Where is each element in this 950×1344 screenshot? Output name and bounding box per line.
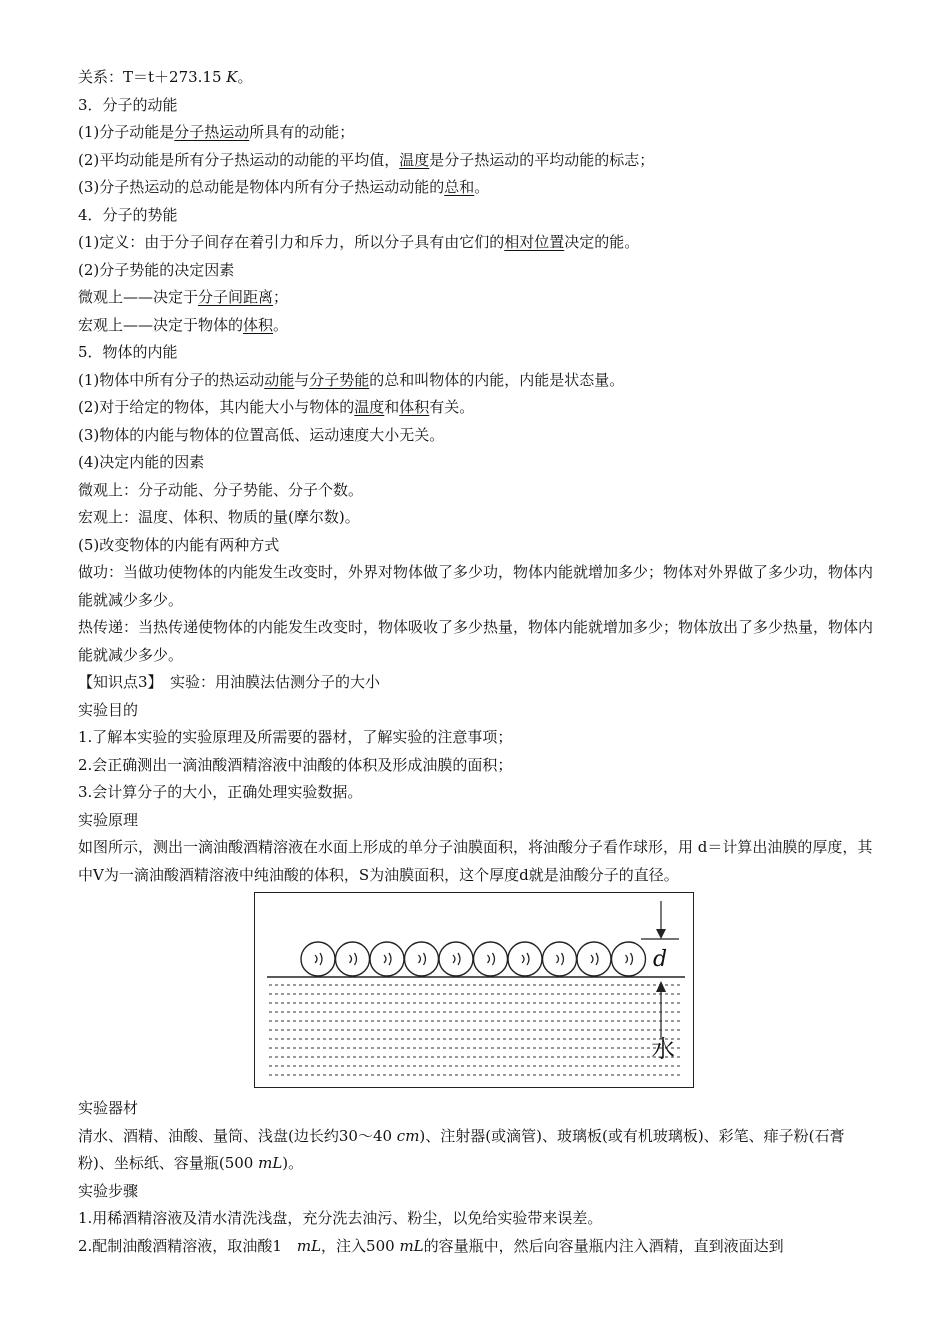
paragraph-principle: 如图所示，测出一滴油酸酒精溶液在水面上形成的单分子油膜面积，将油酸分子看作球形，用 d＝计算出油膜的厚度，其中V为一滴油酸酒精溶液中纯油酸的体积，S为油膜面积，这个厚度d就是油酸分子的直径。 <box>78 838 873 884</box>
subheading-principle: 实验原理 <box>78 810 139 829</box>
figure-container <box>78 889 878 1095</box>
paragraph: 微观上：分子动能、分子势能、分子个数。 <box>78 480 364 499</box>
paragraph-equipment: 清水、酒精、油酸、量筒、浅盘(边长约30～40 cm)、注射器(或滴管)、玻璃板(或有机玻璃板)、彩笔、痱子粉(石膏粉)、坐标纸、容量瓶(500 mL)。 <box>78 1126 845 1172</box>
paragraph: (1)物体中所有分子的热运动动能与分子势能的总和叫物体的内能，内能是状态量。 <box>78 370 625 389</box>
oil-film-diagram <box>254 892 694 1088</box>
oil-molecule <box>577 942 611 976</box>
subheading-goal: 实验目的 <box>78 700 139 719</box>
water-dashed-lines <box>269 985 683 1075</box>
oil-molecule <box>508 942 542 976</box>
list-item: 1.用稀酒精溶液及清水清洗浅盘，充分洗去油污、粉尘，以免给实验带来误差。 <box>78 1209 603 1227</box>
paragraph: (3)物体的内能与物体的位置高低、运动速度大小无关。 <box>78 425 445 444</box>
temperature-relation: 关系：T＝t＋273.15 K。 <box>78 68 253 86</box>
label-d: d <box>653 947 668 972</box>
knowledge-point-heading: 【知识点3】 实验：用油膜法估测分子的大小 <box>78 673 381 691</box>
subheading-steps: 实验步骤 <box>78 1181 139 1200</box>
paragraph-work: 做功：当做功使物体的内能发生改变时，外界对物体做了多少功，物体内能就增加多少；物体对外界做了多少功，物体内能就减少多少。 <box>78 563 874 609</box>
d-arrow-top-head <box>656 929 666 939</box>
paragraph: 宏观上——决定于物体的体积。 <box>78 315 289 334</box>
label-water: 水 <box>651 1035 675 1063</box>
paragraph: 微观上——决定于分子间距离； <box>78 288 289 306</box>
section-heading-5: 5．物体的内能 <box>78 343 178 361</box>
oil-film-svg <box>255 893 695 1089</box>
paragraph: (1)分子动能是分子热运动所具有的动能； <box>78 123 355 141</box>
section-heading-3: 3．分子的动能 <box>78 95 178 114</box>
oil-molecule <box>612 942 646 976</box>
oil-molecule <box>370 942 404 976</box>
d-arrow-bottom-head <box>656 981 666 992</box>
oil-molecule <box>474 942 508 976</box>
paragraph: (3)分子热运动的总动能是物体内所有分子热运动动能的总和。 <box>78 178 490 196</box>
oil-molecules <box>301 942 646 976</box>
oil-molecule <box>301 942 335 976</box>
document-page <box>78 64 878 1260</box>
paragraph: (2)平均动能是所有分子热运动的动能的平均值，温度是分子热运动的平均动能的标志； <box>78 150 655 169</box>
list-item: 1.了解本实验的实验原理及所需要的器材，了解实验的注意事项； <box>78 728 513 746</box>
list-item: 3.会计算分子的大小，正确处理实验数据。 <box>78 783 363 801</box>
oil-molecule <box>439 942 473 976</box>
paragraph: 宏观上：温度、体积、物质的量(摩尔数)。 <box>78 508 360 526</box>
paragraph: (2)对于给定的物体，其内能大小与物体的温度和体积有关。 <box>78 398 475 416</box>
paragraph: (1)定义：由于分子间存在着引力和斥力，所以分子具有由它们的相对位置决定的能。 <box>78 233 640 251</box>
section-heading-4: 4．分子的势能 <box>78 205 178 224</box>
list-item: 2.会正确测出一滴油酸酒精溶液中油酸的体积及形成油膜的面积； <box>78 755 513 774</box>
oil-molecule <box>405 942 439 976</box>
subheading-equipment: 实验器材 <box>78 1099 139 1117</box>
paragraph: (2)分子势能的决定因素 <box>78 260 235 279</box>
paragraph: (4)决定内能的因素 <box>78 453 205 471</box>
oil-molecule <box>336 942 370 976</box>
paragraph: (5)改变物体的内能有两种方式 <box>78 535 280 554</box>
list-item: 2.配制油酸酒精溶液，取油酸1 mL，注入500 mL的容量瓶中，然后向容量瓶内注入酒精，直到液面达到 <box>78 1236 784 1255</box>
oil-molecule <box>543 942 577 976</box>
paragraph-heat-transfer: 热传递：当热传递使物体的内能发生改变时，物体吸收了多少热量，物体内能就增加多少；物体放出了多少热量，物体内能就减少多少。 <box>78 618 874 664</box>
